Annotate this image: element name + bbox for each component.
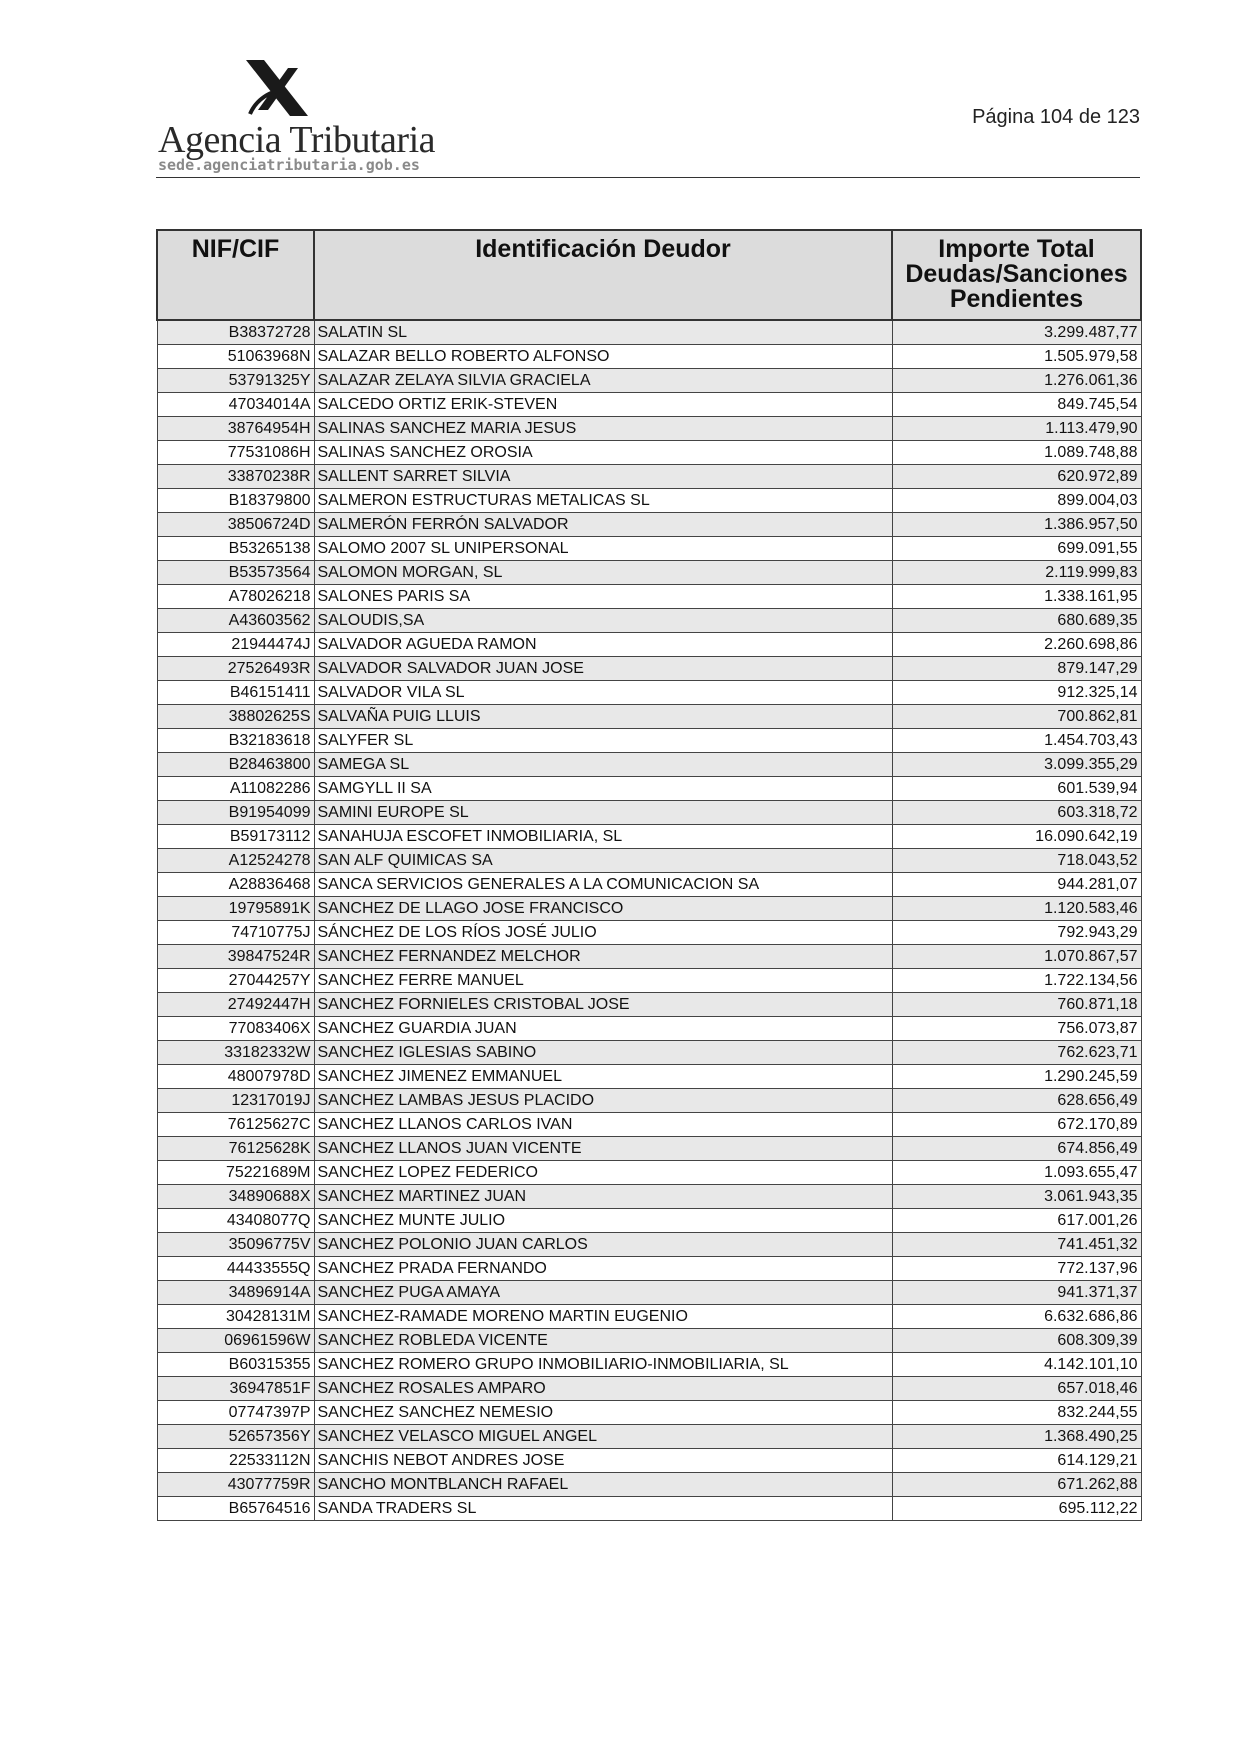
amount-cell: 1.338.161,95 bbox=[892, 585, 1141, 609]
table-row bbox=[157, 1209, 1141, 1233]
debtor-name-cell: SANCHEZ SANCHEZ NEMESIO bbox=[314, 1401, 892, 1425]
nif-cell: 06961596W bbox=[157, 1329, 314, 1353]
table-row bbox=[157, 681, 1141, 705]
debtor-name-cell: SALAZAR BELLO ROBERTO ALFONSO bbox=[314, 345, 892, 369]
nif-cell: 76125628K bbox=[157, 1137, 314, 1161]
agency-logo bbox=[156, 60, 436, 178]
amount-cell: 1.070.867,57 bbox=[892, 945, 1141, 969]
amount-cell: 1.120.583,46 bbox=[892, 897, 1141, 921]
amount-cell: 912.325,14 bbox=[892, 681, 1141, 705]
debtor-name-cell: SANCHEZ IGLESIAS SABINO bbox=[314, 1041, 892, 1065]
debtor-name-cell: SANCHEZ LLANOS JUAN VICENTE bbox=[314, 1137, 892, 1161]
nif-cell: 27492447H bbox=[157, 993, 314, 1017]
debtor-name-cell: SANCHEZ MARTINEZ JUAN bbox=[314, 1185, 892, 1209]
amount-cell: 695.112,22 bbox=[892, 1497, 1141, 1521]
table-row bbox=[157, 1449, 1141, 1473]
amount-cell: 760.871,18 bbox=[892, 993, 1141, 1017]
table-row bbox=[157, 1065, 1141, 1089]
debtor-name-cell: SAMGYLL II SA bbox=[314, 777, 892, 801]
table-row bbox=[157, 1113, 1141, 1137]
nif-cell: A11082286 bbox=[157, 777, 314, 801]
nif-cell: 22533112N bbox=[157, 1449, 314, 1473]
debtor-name-cell: SANCHEZ DE LLAGO JOSE FRANCISCO bbox=[314, 897, 892, 921]
nif-cell: B65764516 bbox=[157, 1497, 314, 1521]
nif-cell: A12524278 bbox=[157, 849, 314, 873]
agency-logo-icon bbox=[242, 60, 312, 118]
debtor-name-cell: SANCHEZ POLONIO JUAN CARLOS bbox=[314, 1233, 892, 1257]
nif-cell: 21944474J bbox=[157, 633, 314, 657]
nif-cell: B60315355 bbox=[157, 1353, 314, 1377]
debtor-name-cell: SANCHEZ ROMERO GRUPO INMOBILIARIO-INMOBILIARIA, SL bbox=[314, 1353, 892, 1377]
amount-cell: 3.299.487,77 bbox=[892, 320, 1141, 345]
table-row bbox=[157, 489, 1141, 513]
amount-cell: 1.368.490,25 bbox=[892, 1425, 1141, 1449]
debtor-name-cell: SALMERÓN FERRÓN SALVADOR bbox=[314, 513, 892, 537]
table-row bbox=[157, 825, 1141, 849]
debtor-name-cell: SANCHEZ FORNIELES CRISTOBAL JOSE bbox=[314, 993, 892, 1017]
amount-cell: 6.632.686,86 bbox=[892, 1305, 1141, 1329]
nif-cell: 27526493R bbox=[157, 657, 314, 681]
header-divider bbox=[156, 177, 1140, 178]
debtor-name-cell: SANCHEZ GUARDIA JUAN bbox=[314, 1017, 892, 1041]
nif-cell: 07747397P bbox=[157, 1401, 314, 1425]
table-row bbox=[157, 945, 1141, 969]
nif-cell: 36947851F bbox=[157, 1377, 314, 1401]
amount-cell: 792.943,29 bbox=[892, 921, 1141, 945]
debtor-name-cell: SALAZAR ZELAYA SILVIA GRACIELA bbox=[314, 369, 892, 393]
amount-cell: 3.099.355,29 bbox=[892, 753, 1141, 777]
table-row bbox=[157, 1137, 1141, 1161]
table-row bbox=[157, 369, 1141, 393]
amount-cell: 1.454.703,43 bbox=[892, 729, 1141, 753]
amount-cell: 601.539,94 bbox=[892, 777, 1141, 801]
nif-cell: B53573564 bbox=[157, 561, 314, 585]
debtor-name-cell: SANCHO MONTBLANCH RAFAEL bbox=[314, 1473, 892, 1497]
debtor-name-cell: SALINAS SANCHEZ MARIA JESUS bbox=[314, 417, 892, 441]
nif-cell: 47034014A bbox=[157, 393, 314, 417]
table-row bbox=[157, 729, 1141, 753]
table-row bbox=[157, 633, 1141, 657]
amount-cell: 1.093.655,47 bbox=[892, 1161, 1141, 1185]
table-row bbox=[157, 561, 1141, 585]
debtor-name-cell: SAMINI EUROPE SL bbox=[314, 801, 892, 825]
amount-cell: 1.113.479,90 bbox=[892, 417, 1141, 441]
nif-cell: 33870238R bbox=[157, 465, 314, 489]
table-row bbox=[157, 1281, 1141, 1305]
nif-cell: 52657356Y bbox=[157, 1425, 314, 1449]
debtor-name-cell: SANCHEZ PUGA AMAYA bbox=[314, 1281, 892, 1305]
amount-cell: 674.856,49 bbox=[892, 1137, 1141, 1161]
table-row bbox=[157, 1041, 1141, 1065]
table-row bbox=[157, 345, 1141, 369]
column-header-debtor: Identificación Deudor bbox=[314, 230, 892, 320]
nif-cell: 43077759R bbox=[157, 1473, 314, 1497]
table-row bbox=[157, 609, 1141, 633]
table-row bbox=[157, 1017, 1141, 1041]
debtor-name-cell: SALCEDO ORTIZ ERIK-STEVEN bbox=[314, 393, 892, 417]
table-row bbox=[157, 777, 1141, 801]
amount-cell: 756.073,87 bbox=[892, 1017, 1141, 1041]
agency-name: Agencia Tributaria bbox=[158, 119, 436, 161]
table-row bbox=[157, 1401, 1141, 1425]
nif-cell: 34896914A bbox=[157, 1281, 314, 1305]
amount-cell: 1.722.134,56 bbox=[892, 969, 1141, 993]
amount-cell: 4.142.101,10 bbox=[892, 1353, 1141, 1377]
debtor-name-cell: SALVADOR AGUEDA RAMON bbox=[314, 633, 892, 657]
nif-cell: 77083406X bbox=[157, 1017, 314, 1041]
table-body bbox=[157, 320, 1141, 1521]
amount-cell: 700.862,81 bbox=[892, 705, 1141, 729]
nif-cell: A78026218 bbox=[157, 585, 314, 609]
nif-cell: 27044257Y bbox=[157, 969, 314, 993]
table-row bbox=[157, 753, 1141, 777]
debtor-name-cell: SANCHEZ MUNTE JULIO bbox=[314, 1209, 892, 1233]
debtor-name-cell: SANCHEZ LAMBAS JESUS PLACIDO bbox=[314, 1089, 892, 1113]
amount-cell: 849.745,54 bbox=[892, 393, 1141, 417]
table-row bbox=[157, 1329, 1141, 1353]
nif-cell: 30428131M bbox=[157, 1305, 314, 1329]
amount-cell: 620.972,89 bbox=[892, 465, 1141, 489]
table-row bbox=[157, 465, 1141, 489]
table-row bbox=[157, 1377, 1141, 1401]
debtor-name-cell: SALONES PARIS SA bbox=[314, 585, 892, 609]
debtor-name-cell: SALYFER SL bbox=[314, 729, 892, 753]
table-row bbox=[157, 1425, 1141, 1449]
nif-cell: 51063968N bbox=[157, 345, 314, 369]
nif-cell: 53791325Y bbox=[157, 369, 314, 393]
debtor-name-cell: SALINAS SANCHEZ OROSIA bbox=[314, 441, 892, 465]
nif-cell: 43408077Q bbox=[157, 1209, 314, 1233]
amount-cell: 1.290.245,59 bbox=[892, 1065, 1141, 1089]
amount-cell: 603.318,72 bbox=[892, 801, 1141, 825]
debtor-name-cell: SALOMO 2007 SL UNIPERSONAL bbox=[314, 537, 892, 561]
amount-cell: 1.505.979,58 bbox=[892, 345, 1141, 369]
nif-cell: 74710775J bbox=[157, 921, 314, 945]
debtor-name-cell: SANCA SERVICIOS GENERALES A LA COMUNICACION SA bbox=[314, 873, 892, 897]
amount-cell: 628.656,49 bbox=[892, 1089, 1141, 1113]
amount-cell: 671.262,88 bbox=[892, 1473, 1141, 1497]
debtor-name-cell: SANCHEZ FERRE MANUEL bbox=[314, 969, 892, 993]
table-row bbox=[157, 921, 1141, 945]
debtor-name-cell: SANAHUJA ESCOFET INMOBILIARIA, SL bbox=[314, 825, 892, 849]
table-row bbox=[157, 849, 1141, 873]
nif-cell: B18379800 bbox=[157, 489, 314, 513]
debtor-name-cell: SANCHEZ FERNANDEZ MELCHOR bbox=[314, 945, 892, 969]
table-row bbox=[157, 1233, 1141, 1257]
debtor-name-cell: SALMERON ESTRUCTURAS METALICAS SL bbox=[314, 489, 892, 513]
debtor-name-cell: SALVADOR SALVADOR JUAN JOSE bbox=[314, 657, 892, 681]
nif-cell: 48007978D bbox=[157, 1065, 314, 1089]
amount-cell: 762.623,71 bbox=[892, 1041, 1141, 1065]
amount-cell: 944.281,07 bbox=[892, 873, 1141, 897]
table-row bbox=[157, 1089, 1141, 1113]
nif-cell: 34890688X bbox=[157, 1185, 314, 1209]
amount-cell: 672.170,89 bbox=[892, 1113, 1141, 1137]
debtors-table bbox=[156, 229, 1142, 1521]
amount-cell: 899.004,03 bbox=[892, 489, 1141, 513]
table-row bbox=[157, 1497, 1141, 1521]
amount-cell: 680.689,35 bbox=[892, 609, 1141, 633]
debtor-name-cell: SAMEGA SL bbox=[314, 753, 892, 777]
table-header-row bbox=[157, 230, 1141, 320]
amount-cell: 608.309,39 bbox=[892, 1329, 1141, 1353]
amount-cell: 1.276.061,36 bbox=[892, 369, 1141, 393]
amount-cell: 16.090.642,19 bbox=[892, 825, 1141, 849]
debtor-name-cell: SANCHEZ-RAMADE MORENO MARTIN EUGENIO bbox=[314, 1305, 892, 1329]
debtor-name-cell: SANCHEZ LOPEZ FEDERICO bbox=[314, 1161, 892, 1185]
table-row bbox=[157, 897, 1141, 921]
amount-cell: 718.043,52 bbox=[892, 849, 1141, 873]
nif-cell: 38764954H bbox=[157, 417, 314, 441]
amount-cell: 1.386.957,50 bbox=[892, 513, 1141, 537]
table-row bbox=[157, 417, 1141, 441]
debtor-name-cell: SALVAÑA PUIG LLUIS bbox=[314, 705, 892, 729]
debtor-name-cell: SANCHEZ LLANOS CARLOS IVAN bbox=[314, 1113, 892, 1137]
page-number: Página 104 de 123 bbox=[972, 106, 1140, 128]
table-row bbox=[157, 705, 1141, 729]
nif-cell: 76125627C bbox=[157, 1113, 314, 1137]
column-header-nif: NIF/CIF bbox=[157, 230, 314, 320]
nif-cell: A43603562 bbox=[157, 609, 314, 633]
page-header bbox=[156, 60, 1140, 178]
amount-cell: 3.061.943,35 bbox=[892, 1185, 1141, 1209]
nif-cell: 77531086H bbox=[157, 441, 314, 465]
nif-cell: 44433555Q bbox=[157, 1257, 314, 1281]
table-row bbox=[157, 1185, 1141, 1209]
table-row bbox=[157, 1257, 1141, 1281]
debtor-name-cell: SANCHEZ PRADA FERNANDO bbox=[314, 1257, 892, 1281]
amount-cell: 741.451,32 bbox=[892, 1233, 1141, 1257]
table-row bbox=[157, 969, 1141, 993]
agency-url: sede.agenciatributaria.gob.es bbox=[158, 156, 420, 174]
nif-cell: B38372728 bbox=[157, 320, 314, 345]
nif-cell: B28463800 bbox=[157, 753, 314, 777]
table-row bbox=[157, 585, 1141, 609]
nif-cell: A28836468 bbox=[157, 873, 314, 897]
nif-cell: B53265138 bbox=[157, 537, 314, 561]
debtor-name-cell: SANCHIS NEBOT ANDRES JOSE bbox=[314, 1449, 892, 1473]
amount-cell: 699.091,55 bbox=[892, 537, 1141, 561]
debtor-name-cell: SANCHEZ VELASCO MIGUEL ANGEL bbox=[314, 1425, 892, 1449]
amount-cell: 772.137,96 bbox=[892, 1257, 1141, 1281]
nif-cell: B32183618 bbox=[157, 729, 314, 753]
debtor-name-cell: SALOMON MORGAN, SL bbox=[314, 561, 892, 585]
nif-cell: 35096775V bbox=[157, 1233, 314, 1257]
amount-cell: 614.129,21 bbox=[892, 1449, 1141, 1473]
amount-cell: 657.018,46 bbox=[892, 1377, 1141, 1401]
amount-cell: 1.089.748,88 bbox=[892, 441, 1141, 465]
debtor-name-cell: SALVADOR VILA SL bbox=[314, 681, 892, 705]
nif-cell: 33182332W bbox=[157, 1041, 314, 1065]
amount-cell: 879.147,29 bbox=[892, 657, 1141, 681]
amount-cell: 2.119.999,83 bbox=[892, 561, 1141, 585]
nif-cell: 39847524R bbox=[157, 945, 314, 969]
debtor-name-cell: SAN ALF QUIMICAS SA bbox=[314, 849, 892, 873]
table-row bbox=[157, 657, 1141, 681]
nif-cell: 12317019J bbox=[157, 1089, 314, 1113]
table-row bbox=[157, 320, 1141, 345]
amount-cell: 2.260.698,86 bbox=[892, 633, 1141, 657]
debtor-name-cell: SANCHEZ ROSALES AMPARO bbox=[314, 1377, 892, 1401]
nif-cell: 75221689M bbox=[157, 1161, 314, 1185]
table-row bbox=[157, 1305, 1141, 1329]
table-row bbox=[157, 873, 1141, 897]
table-row bbox=[157, 513, 1141, 537]
nif-cell: 19795891K bbox=[157, 897, 314, 921]
debtor-name-cell: SALOUDIS,SA bbox=[314, 609, 892, 633]
amount-cell: 941.371,37 bbox=[892, 1281, 1141, 1305]
debtor-name-cell: SANCHEZ ROBLEDA VICENTE bbox=[314, 1329, 892, 1353]
table-row bbox=[157, 1473, 1141, 1497]
debtor-name-cell: SALLENT SARRET SILVIA bbox=[314, 465, 892, 489]
nif-cell: B91954099 bbox=[157, 801, 314, 825]
amount-cell: 832.244,55 bbox=[892, 1401, 1141, 1425]
table-row bbox=[157, 1353, 1141, 1377]
nif-cell: 38506724D bbox=[157, 513, 314, 537]
table-row bbox=[157, 993, 1141, 1017]
amount-cell: 617.001,26 bbox=[892, 1209, 1141, 1233]
table-row bbox=[157, 441, 1141, 465]
table-row bbox=[157, 537, 1141, 561]
table-row bbox=[157, 801, 1141, 825]
nif-cell: B46151411 bbox=[157, 681, 314, 705]
debtor-name-cell: SALATIN SL bbox=[314, 320, 892, 345]
table-row bbox=[157, 1161, 1141, 1185]
nif-cell: B59173112 bbox=[157, 825, 314, 849]
table-row bbox=[157, 393, 1141, 417]
column-header-amount: Importe Total Deudas/Sanciones Pendientes bbox=[892, 230, 1141, 320]
debtor-name-cell: SÁNCHEZ DE LOS RÍOS JOSÉ JULIO bbox=[314, 921, 892, 945]
debtor-name-cell: SANDA TRADERS SL bbox=[314, 1497, 892, 1521]
nif-cell: 38802625S bbox=[157, 705, 314, 729]
debtor-name-cell: SANCHEZ JIMENEZ EMMANUEL bbox=[314, 1065, 892, 1089]
